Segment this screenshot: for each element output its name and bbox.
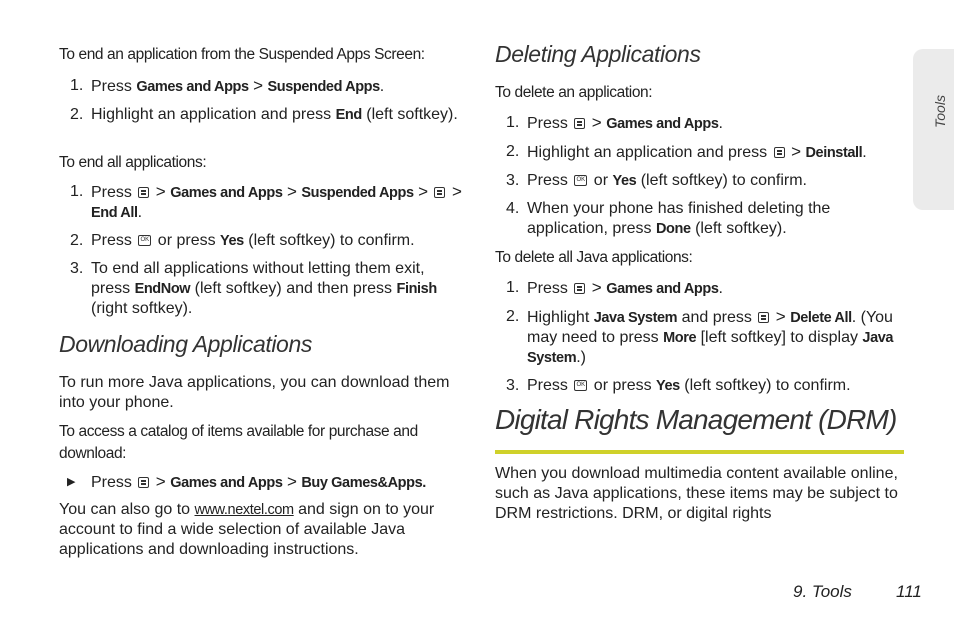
list-item: 3. To end all applications without letting them exit, press EndNow (left softkey) and then press Finish (right softkey). [70, 260, 437, 317]
ok-key-icon [138, 235, 151, 246]
section-tab-label: Tools [932, 95, 948, 128]
section-tab [913, 49, 954, 210]
menu-key-icon [758, 312, 769, 323]
bullet-arrow-icon: ▶ [67, 476, 76, 488]
heading-underline-rule [495, 450, 904, 454]
list-item: 1. Press > Games and Apps. [506, 113, 723, 132]
ok-key-icon [574, 175, 587, 186]
heading-deleting-applications: Deleting Applications [495, 41, 701, 67]
catalog-bullet-step: ▶ Press > Games and Apps > Buy Games&Apps. [67, 472, 426, 491]
downloading-paragraph: To run more Java applications, you can download them into your phone. [59, 374, 450, 411]
list-item: 3. Press OK or Yes (left softkey) to confirm. [495, 171, 905, 191]
end-application-steps [59, 76, 467, 133]
list-item: 1. Press > Games and Apps. [506, 278, 723, 297]
drm-paragraph: When you download multimedia content available online, such as Java applications, these items may be subject to DRM restrictions. DRM, or digital rights [495, 465, 898, 522]
intro-end-application: To end an application from the Suspended Apps Screen: [59, 46, 425, 63]
delete-all-java-steps [495, 278, 905, 404]
menu-key-icon [574, 283, 585, 294]
intro-catalog: To access a catalog of items available for purchase and download: [59, 423, 418, 462]
list-item: 1. Press > Games and Apps > Suspended Apps > > End All. [70, 182, 462, 221]
delete-application-steps [495, 113, 905, 247]
footer-section: 9. Tools [793, 582, 852, 601]
menu-key-icon [138, 187, 149, 198]
ok-key-icon [574, 380, 587, 391]
list-item: 2. Press OK or press Yes (left softkey) to confirm. [59, 231, 467, 251]
list-item: 3. Press OK or press Yes (left softkey) to confirm. [495, 376, 905, 396]
list-item: 1. Press Games and Apps > Suspended Apps. [70, 76, 385, 95]
menu-key-icon [434, 187, 445, 198]
menu-key-icon [574, 118, 585, 129]
list-item: 4. When your phone has finished deleting the application, press Done (left softkey). [506, 200, 831, 237]
list-item: 2. Highlight Java System and press > Delete All. (You may need to press More [left softkey] to display Java System.) [506, 307, 894, 366]
heading-drm: Digital Rights Management (DRM) [495, 404, 897, 435]
end-all-steps [59, 182, 467, 327]
intro-delete-application: To delete an application: [495, 84, 653, 101]
nextel-paragraph: You can also go to www.nextel.com and sign on to your account to find a wide selection of available Java applications and downloading instructions. [59, 501, 435, 558]
intro-delete-all-java: To delete all Java applications: [495, 249, 693, 266]
list-item: 2. Highlight an application and press > Deinstall. [506, 142, 867, 161]
menu-key-icon [138, 477, 149, 488]
nextel-link[interactable]: www.nextel.com [194, 502, 294, 518]
menu-key-icon [774, 147, 785, 158]
intro-end-all: To end all applications: [59, 154, 207, 171]
list-item: 2. Highlight an application and press End (left softkey). [70, 106, 458, 123]
footer-page-number: 111 [896, 582, 922, 601]
heading-downloading-applications: Downloading Applications [59, 331, 312, 357]
